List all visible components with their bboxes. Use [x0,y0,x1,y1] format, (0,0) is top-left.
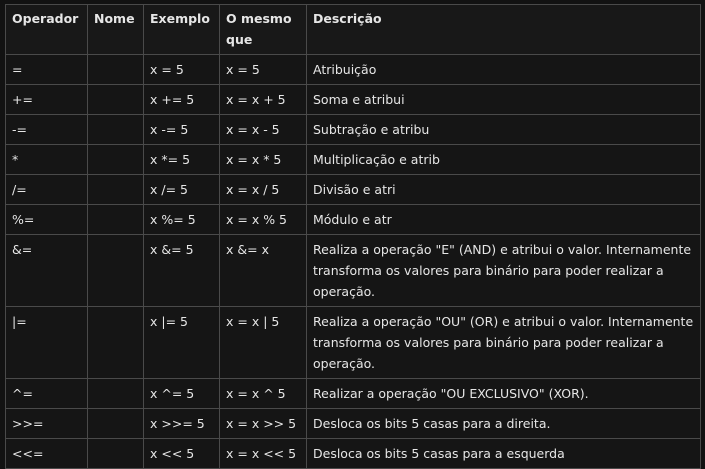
cell-descricao: Desloca os bits 5 casas para a esquerda [307,439,701,469]
cell-nome [88,439,144,469]
cell-nome [88,379,144,409]
cell-operador: /= [6,175,88,205]
cell-nome [88,175,144,205]
header-descricao: Descrição [307,5,701,55]
cell-descricao: Atribuição [307,55,701,85]
cell-operador: += [6,85,88,115]
table-row [6,409,701,439]
table-row [6,115,701,145]
table-row [6,145,701,175]
cell-operador: |= [6,307,88,379]
cell-nome [88,409,144,439]
cell-operador: <<= [6,439,88,469]
table-row [6,175,701,205]
cell-descricao: Módulo e atr [307,205,701,235]
cell-exemplo: x *= 5 [144,145,220,175]
cell-o-mesmo-que: x = x >> 5 [220,409,307,439]
cell-exemplo: x /= 5 [144,175,220,205]
cell-descricao: Realiza a operação "E" (AND) e atribui o valor. Internamente transforma os valores para binário para poder realizar a operação. [307,235,701,307]
cell-o-mesmo-que: x &= x [220,235,307,307]
cell-exemplo: x -= 5 [144,115,220,145]
cell-exemplo: x = 5 [144,55,220,85]
cell-nome [88,235,144,307]
cell-exemplo: x &= 5 [144,235,220,307]
cell-o-mesmo-que: x = x - 5 [220,115,307,145]
cell-nome [88,205,144,235]
operators-table-container [5,4,700,469]
header-operador: Operador [6,5,88,55]
cell-nome [88,55,144,85]
cell-exemplo: x << 5 [144,439,220,469]
cell-descricao: Realiza a operação "OU" (OR) e atribui o valor. Internamente transforma os valores para binário para poder realizar a operação. [307,307,701,379]
table-header-row [6,5,701,55]
cell-descricao: Soma e atribui [307,85,701,115]
cell-o-mesmo-que: x = x * 5 [220,145,307,175]
cell-o-mesmo-que: x = x << 5 [220,439,307,469]
table-row [6,55,701,85]
cell-nome [88,115,144,145]
cell-o-mesmo-que: x = x / 5 [220,175,307,205]
cell-exemplo: x ^= 5 [144,379,220,409]
cell-descricao: Desloca os bits 5 casas para a direita. [307,409,701,439]
cell-nome [88,85,144,115]
header-exemplo: Exemplo [144,5,220,55]
cell-o-mesmo-que: x = x % 5 [220,205,307,235]
table-row [6,235,701,307]
table-row [6,85,701,115]
cell-o-mesmo-que: x = x + 5 [220,85,307,115]
cell-operador: >>= [6,409,88,439]
header-nome: Nome [88,5,144,55]
table-row [6,439,701,469]
cell-descricao: Subtração e atribu [307,115,701,145]
cell-operador: &= [6,235,88,307]
cell-exemplo: x += 5 [144,85,220,115]
table-row [6,205,701,235]
cell-exemplo: x >>= 5 [144,409,220,439]
cell-descricao: Multiplicação e atrib [307,145,701,175]
cell-o-mesmo-que: x = x ^ 5 [220,379,307,409]
cell-operador: = [6,55,88,85]
cell-o-mesmo-que: x = 5 [220,55,307,85]
cell-nome [88,145,144,175]
table-row [6,379,701,409]
cell-operador: * [6,145,88,175]
cell-exemplo: x %= 5 [144,205,220,235]
cell-operador: ^= [6,379,88,409]
cell-descricao: Divisão e atri [307,175,701,205]
operators-table [5,4,701,469]
cell-operador: -= [6,115,88,145]
cell-nome [88,307,144,379]
cell-descricao: Realizar a operação "OU EXCLUSIVO" (XOR). [307,379,701,409]
header-o-mesmo-que: O mesmo que [220,5,307,55]
cell-o-mesmo-que: x = x | 5 [220,307,307,379]
cell-operador: %= [6,205,88,235]
cell-exemplo: x |= 5 [144,307,220,379]
table-row [6,307,701,379]
